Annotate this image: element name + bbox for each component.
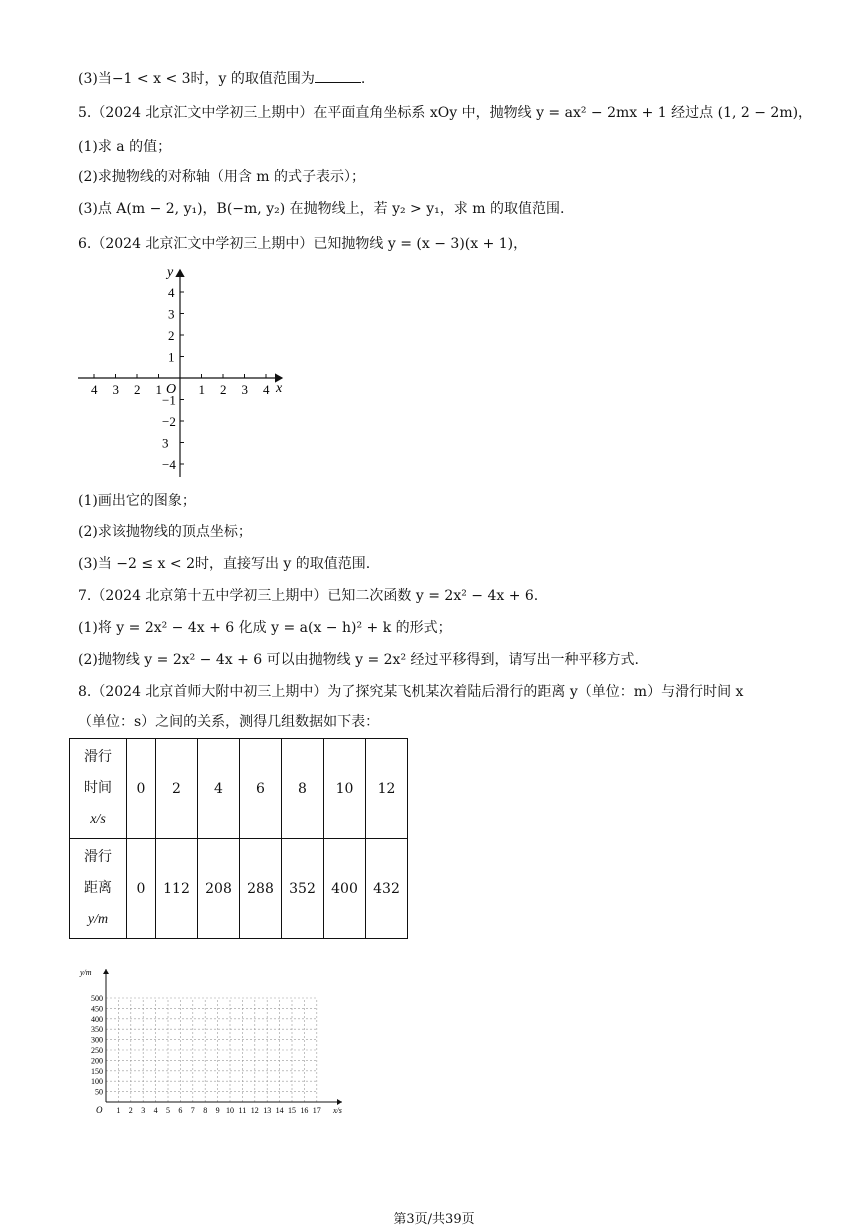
x-tick-label: 3 xyxy=(241,382,248,397)
y-tick-label: 300 xyxy=(91,1035,103,1045)
x-tick-label: 7 xyxy=(190,1106,195,1115)
y-tick-label: 50 xyxy=(95,1087,103,1097)
q3-previous-line xyxy=(78,68,365,88)
header-line: y/m xyxy=(87,912,109,927)
table-row-time xyxy=(70,739,408,839)
q6-part2: (2)求该抛物线的顶点坐标； xyxy=(78,524,252,540)
table-cell: 10 xyxy=(324,739,366,839)
origin-label: O xyxy=(96,1105,103,1115)
x-tick-label: 2 xyxy=(128,1106,133,1115)
x-tick-label: 4 xyxy=(91,382,98,397)
q6-title: 6.（2024 北京汇文中学初三上期中）已知抛物线 y = (x − 3)(x + 1)， xyxy=(78,236,528,252)
page-footer: 第3页/共39页 xyxy=(393,1212,475,1227)
q5-part3: (3)点 A(m − 2, y₁)，B(−m, y₂) 在抛物线上，若 y₂ > y₁，求 m 的取值范围. xyxy=(78,201,565,217)
x-tick-label: 11 xyxy=(238,1106,247,1115)
x-tick-label: 1 xyxy=(116,1106,121,1115)
q5-part1: (1)求 a 的值； xyxy=(78,139,172,155)
q7-part2: (2)抛物线 y = 2x² − 4x + 6 可以由抛物线 y = 2x² 经过平移得到，请写出一种平移方式. xyxy=(78,652,639,668)
x-tick-label: 17 xyxy=(312,1106,321,1115)
x-tick-label: 5 xyxy=(166,1106,170,1115)
table-cell: 400 xyxy=(324,839,366,939)
x-tick-label: 14 xyxy=(275,1106,284,1115)
y-axis-label: y/m xyxy=(80,968,92,977)
y-tick-label: −1 xyxy=(162,392,176,408)
answer-blank[interactable] xyxy=(315,70,361,83)
x-tick-label: 3 xyxy=(141,1106,146,1115)
x-tick-label: 8 xyxy=(203,1106,208,1115)
header-line: 时间 xyxy=(84,780,112,796)
data-table xyxy=(69,738,408,939)
grid-graph xyxy=(78,965,353,1117)
coordinate-axes-graph xyxy=(70,262,300,487)
table-cell: 8 xyxy=(282,739,324,839)
x-tick-label: 4 xyxy=(153,1106,158,1115)
q8-title-continued: （单位：s）之间的关系，测得几组数据如下表： xyxy=(78,714,380,730)
x-tick-label: 9 xyxy=(215,1106,220,1115)
table-cell: 2 xyxy=(156,739,198,839)
x-tick-label: 1 xyxy=(198,382,205,397)
x-tick-label: 10 xyxy=(226,1106,234,1115)
y-tick-label: 200 xyxy=(91,1056,103,1066)
x-tick-label: 2 xyxy=(134,382,141,397)
x-tick-label: 4 xyxy=(263,382,270,397)
x-axis-label: x xyxy=(276,381,283,396)
y-tick-label: 150 xyxy=(91,1066,103,1076)
y-tick-label: 2 xyxy=(168,328,175,343)
x-tick-label: 2 xyxy=(220,382,227,397)
y-tick-label: 3 xyxy=(168,306,175,322)
table-cell: 4 xyxy=(198,739,240,839)
table-cell: 0 xyxy=(127,739,156,839)
q7-title: 7.（2024 北京第十五中学初三上期中）已知二次函数 y = 2x² − 4x + 6. xyxy=(78,588,539,604)
y-tick-label: 3 xyxy=(162,435,169,451)
q5-title: 5.（2024 北京汇文中学初三上期中）在平面直角坐标系 xOy 中，抛物线 y = ax² − 2mx + 1 经过点 (1, 2 − 2m)， xyxy=(78,105,813,121)
x-tick-label: 6 xyxy=(178,1106,183,1115)
table-cell: 0 xyxy=(127,839,156,939)
y-tick-label: 100 xyxy=(91,1077,103,1087)
x-tick-label: 1 xyxy=(155,382,162,397)
y-tick-label: 400 xyxy=(91,1014,103,1024)
header-line: x/s xyxy=(90,812,106,827)
y-tick-label: 450 xyxy=(91,1004,103,1014)
table-cell: 6 xyxy=(240,739,282,839)
table-row-header xyxy=(70,739,127,839)
x-tick-label: 16 xyxy=(300,1106,309,1115)
y-tick-label: −4 xyxy=(162,457,176,472)
table-row-distance xyxy=(70,839,408,939)
q3-prev-end: . xyxy=(360,71,366,87)
y-tick-label: 4 xyxy=(168,285,175,300)
table-cell: 12 xyxy=(366,739,408,839)
q6-part3: (3)当 −2 ≤ x < 2时，直接写出 y 的取值范围. xyxy=(78,556,371,572)
table-cell: 288 xyxy=(240,839,282,939)
y-tick-label: 250 xyxy=(91,1046,103,1055)
q7-part1: (1)将 y = 2x² − 4x + 6 化成 y = a(x − h)² + k 的形式； xyxy=(78,620,452,636)
y-tick-label: 1 xyxy=(168,349,175,365)
x-tick-label: 13 xyxy=(263,1106,272,1115)
table-cell: 208 xyxy=(198,839,240,939)
table-cell: 432 xyxy=(366,839,408,939)
origin-label: O xyxy=(166,382,177,397)
table-row-header xyxy=(70,839,127,939)
x-tick-label: 15 xyxy=(288,1106,296,1115)
x-axis-label: x/s xyxy=(333,1106,342,1115)
q8-title: 8.（2024 北京首师大附中初三上期中）为了探究某飞机某次着陆后滑行的距离 y（单位：m）与滑行时间 x xyxy=(78,684,744,700)
header-line: 距离 xyxy=(84,880,112,896)
y-tick-label: 350 xyxy=(91,1025,103,1035)
q6-part1: (1)画出它的图象； xyxy=(78,493,196,509)
header-line: 滑行 xyxy=(84,849,112,865)
x-tick-label: 3 xyxy=(112,382,119,397)
x-tick-label: 12 xyxy=(250,1106,259,1115)
q5-part2: (2)求抛物线的对称轴（用含 m 的式子表示）； xyxy=(78,169,366,185)
y-tick-label: −2 xyxy=(162,414,176,429)
table-cell: 352 xyxy=(282,839,324,939)
y-tick-label: 500 xyxy=(91,994,103,1003)
header-line: 滑行 xyxy=(84,749,112,765)
q3-prev-text: (3)当−1 < x < 3时，y 的取值范围为 xyxy=(78,71,315,87)
table-cell: 112 xyxy=(156,839,198,939)
y-axis-label: y xyxy=(167,265,174,280)
